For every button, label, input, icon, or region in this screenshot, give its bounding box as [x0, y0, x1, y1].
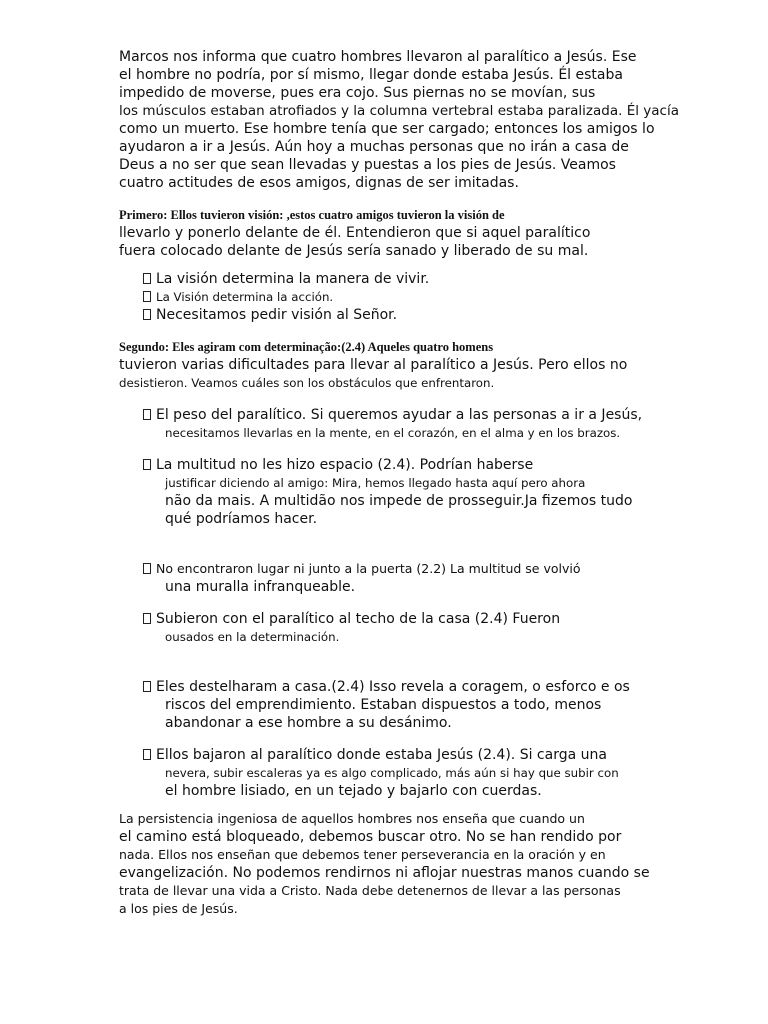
closing-line: trata de llevar una vida a Cristo. Nada debe detenernos de llevar a las personas: [119, 883, 621, 898]
intro-line: los músculos estaban atrofiados y la columna vertebral estaba paralizada. Él yacía: [119, 103, 679, 119]
list-item-text: No encontraron lugar ni junto a la puerta (2.2) La multitud se volvió: [156, 561, 581, 576]
closing-line: evangelización. No podemos rendirnos ni aflojar nuestras manos cuando se: [119, 865, 650, 881]
closing-line: nada. Ellos nos enseñan que debemos tener perseverancia en la oración y en: [119, 847, 606, 862]
list-item-continuation: necesitamos llevarlas en la mente, en el corazón, en el alma y en los brazos.: [165, 426, 621, 440]
list-item: [143, 678, 679, 732]
bullet-icon: [143, 459, 151, 470]
list-item: [143, 306, 679, 324]
list-item-continuation: qué podríamos hacer.: [165, 511, 318, 527]
list-item-continuation: não da mais. A multidão nos impede de prosseguir.Ja fizemos tudo: [165, 493, 633, 509]
intro-paragraph: [119, 48, 679, 192]
list-item-text: Eles destelharam a casa.(2.4) Isso revela a coragem, o esforco e os: [156, 679, 630, 695]
list-item-text: La visión determina la manera de vivir.: [156, 271, 430, 287]
section-line: llevarlo y ponerlo delante de él. Entendieron que si aquel paralítico: [119, 225, 591, 241]
section-line: tuvieron varias dificultades para llevar al paralítico a Jesús. Pero ellos no: [119, 357, 628, 373]
list-item: [143, 406, 679, 442]
list-item-text: La Visión determina la acción.: [156, 290, 334, 304]
list-item-continuation: abandonar a ese hombre a su desánimo.: [165, 715, 452, 731]
section-line: fuera colocado delante de Jesús sería sanado y liberado de su mal.: [119, 243, 589, 259]
list-item-text: La multitud no les hizo espacio (2.4). Podrían haberse: [156, 457, 534, 473]
bullet-icon: [143, 563, 151, 574]
section-vision: [119, 206, 679, 324]
intro-line: Marcos nos informa que cuatro hombres llevaron al paralítico a Jesús. Ese: [119, 49, 637, 65]
closing-line: La persistencia ingeniosa de aquellos hombres nos enseña que cuando un: [119, 811, 585, 826]
intro-line: como un muerto. Ese hombre tenía que ser cargado; entonces los amigos lo: [119, 121, 655, 137]
list-item-continuation: una muralla infranqueable.: [165, 579, 356, 595]
closing-line: el camino está bloqueado, debemos buscar otro. No se han rendido por: [119, 829, 622, 845]
intro-line: cuatro actitudes de esos amigos, dignas de ser imitadas.: [119, 175, 519, 191]
list-item: [143, 288, 679, 306]
bullet-icon: [143, 273, 151, 284]
list-item-continuation: nevera, subir escaleras ya es algo complicado, más aún si hay que subir con: [165, 766, 619, 780]
bullet-icon: [143, 681, 151, 692]
list-item-continuation: justificar diciendo al amigo: Mira, hemos llegado hasta aquí pero ahora: [165, 476, 586, 490]
intro-line: el hombre no podría, por sí mismo, llegar donde estaba Jesús. Él estaba: [119, 67, 623, 83]
closing-line: a los pies de Jesús.: [119, 901, 238, 916]
section-line: desistieron. Veamos cuáles son los obstáculos que enfrentaron.: [119, 376, 495, 390]
list-item: [143, 746, 679, 800]
closing-paragraph: [119, 810, 679, 918]
section-heading: Primero: Ellos tuvieron visión: ,estos cuatro amigos tuvieron la visión de: [119, 208, 505, 222]
list-item-continuation: el hombre lisiado, en un tejado y bajarlo con cuerdas.: [165, 783, 542, 799]
list-item: [143, 456, 679, 528]
bullet-list: [143, 270, 679, 324]
list-item: [143, 270, 679, 288]
list-item-text: Necesitamos pedir visión al Señor.: [156, 307, 398, 323]
bullet-icon: [143, 309, 151, 320]
bullet-icon: [143, 613, 151, 624]
list-item-continuation: ousados en la determinación.: [165, 630, 340, 644]
bullet-icon: [143, 291, 151, 302]
list-item: [143, 610, 679, 646]
section-heading: Segundo: Eles agiram com determinação:(2.4) Aqueles quatro homens: [119, 340, 494, 354]
list-item-continuation: riscos del emprendimiento. Estaban dispuestos a todo, menos: [165, 697, 602, 713]
bullet-icon: [143, 749, 151, 760]
intro-line: impedido de moverse, pues era cojo. Sus piernas no se movían, sus: [119, 85, 596, 101]
section-determination: [119, 338, 679, 800]
intro-line: ayudaron a ir a Jesús. Aún hoy a muchas personas que no irán a casa de: [119, 139, 629, 155]
list-item-text: Subieron con el paralítico al techo de la casa (2.4) Fueron: [156, 611, 561, 627]
list-item-text: Ellos bajaron al paralítico donde estaba Jesús (2.4). Si carga una: [156, 747, 607, 763]
bullet-icon: [143, 409, 151, 420]
list-item-text: El peso del paralítico. Si queremos ayudar a las personas a ir a Jesús,: [156, 407, 643, 423]
list-item: [143, 560, 679, 596]
document-page: [119, 48, 679, 918]
intro-line: Deus a no ser que sean llevadas y puestas a los pies de Jesús. Veamos: [119, 157, 616, 173]
